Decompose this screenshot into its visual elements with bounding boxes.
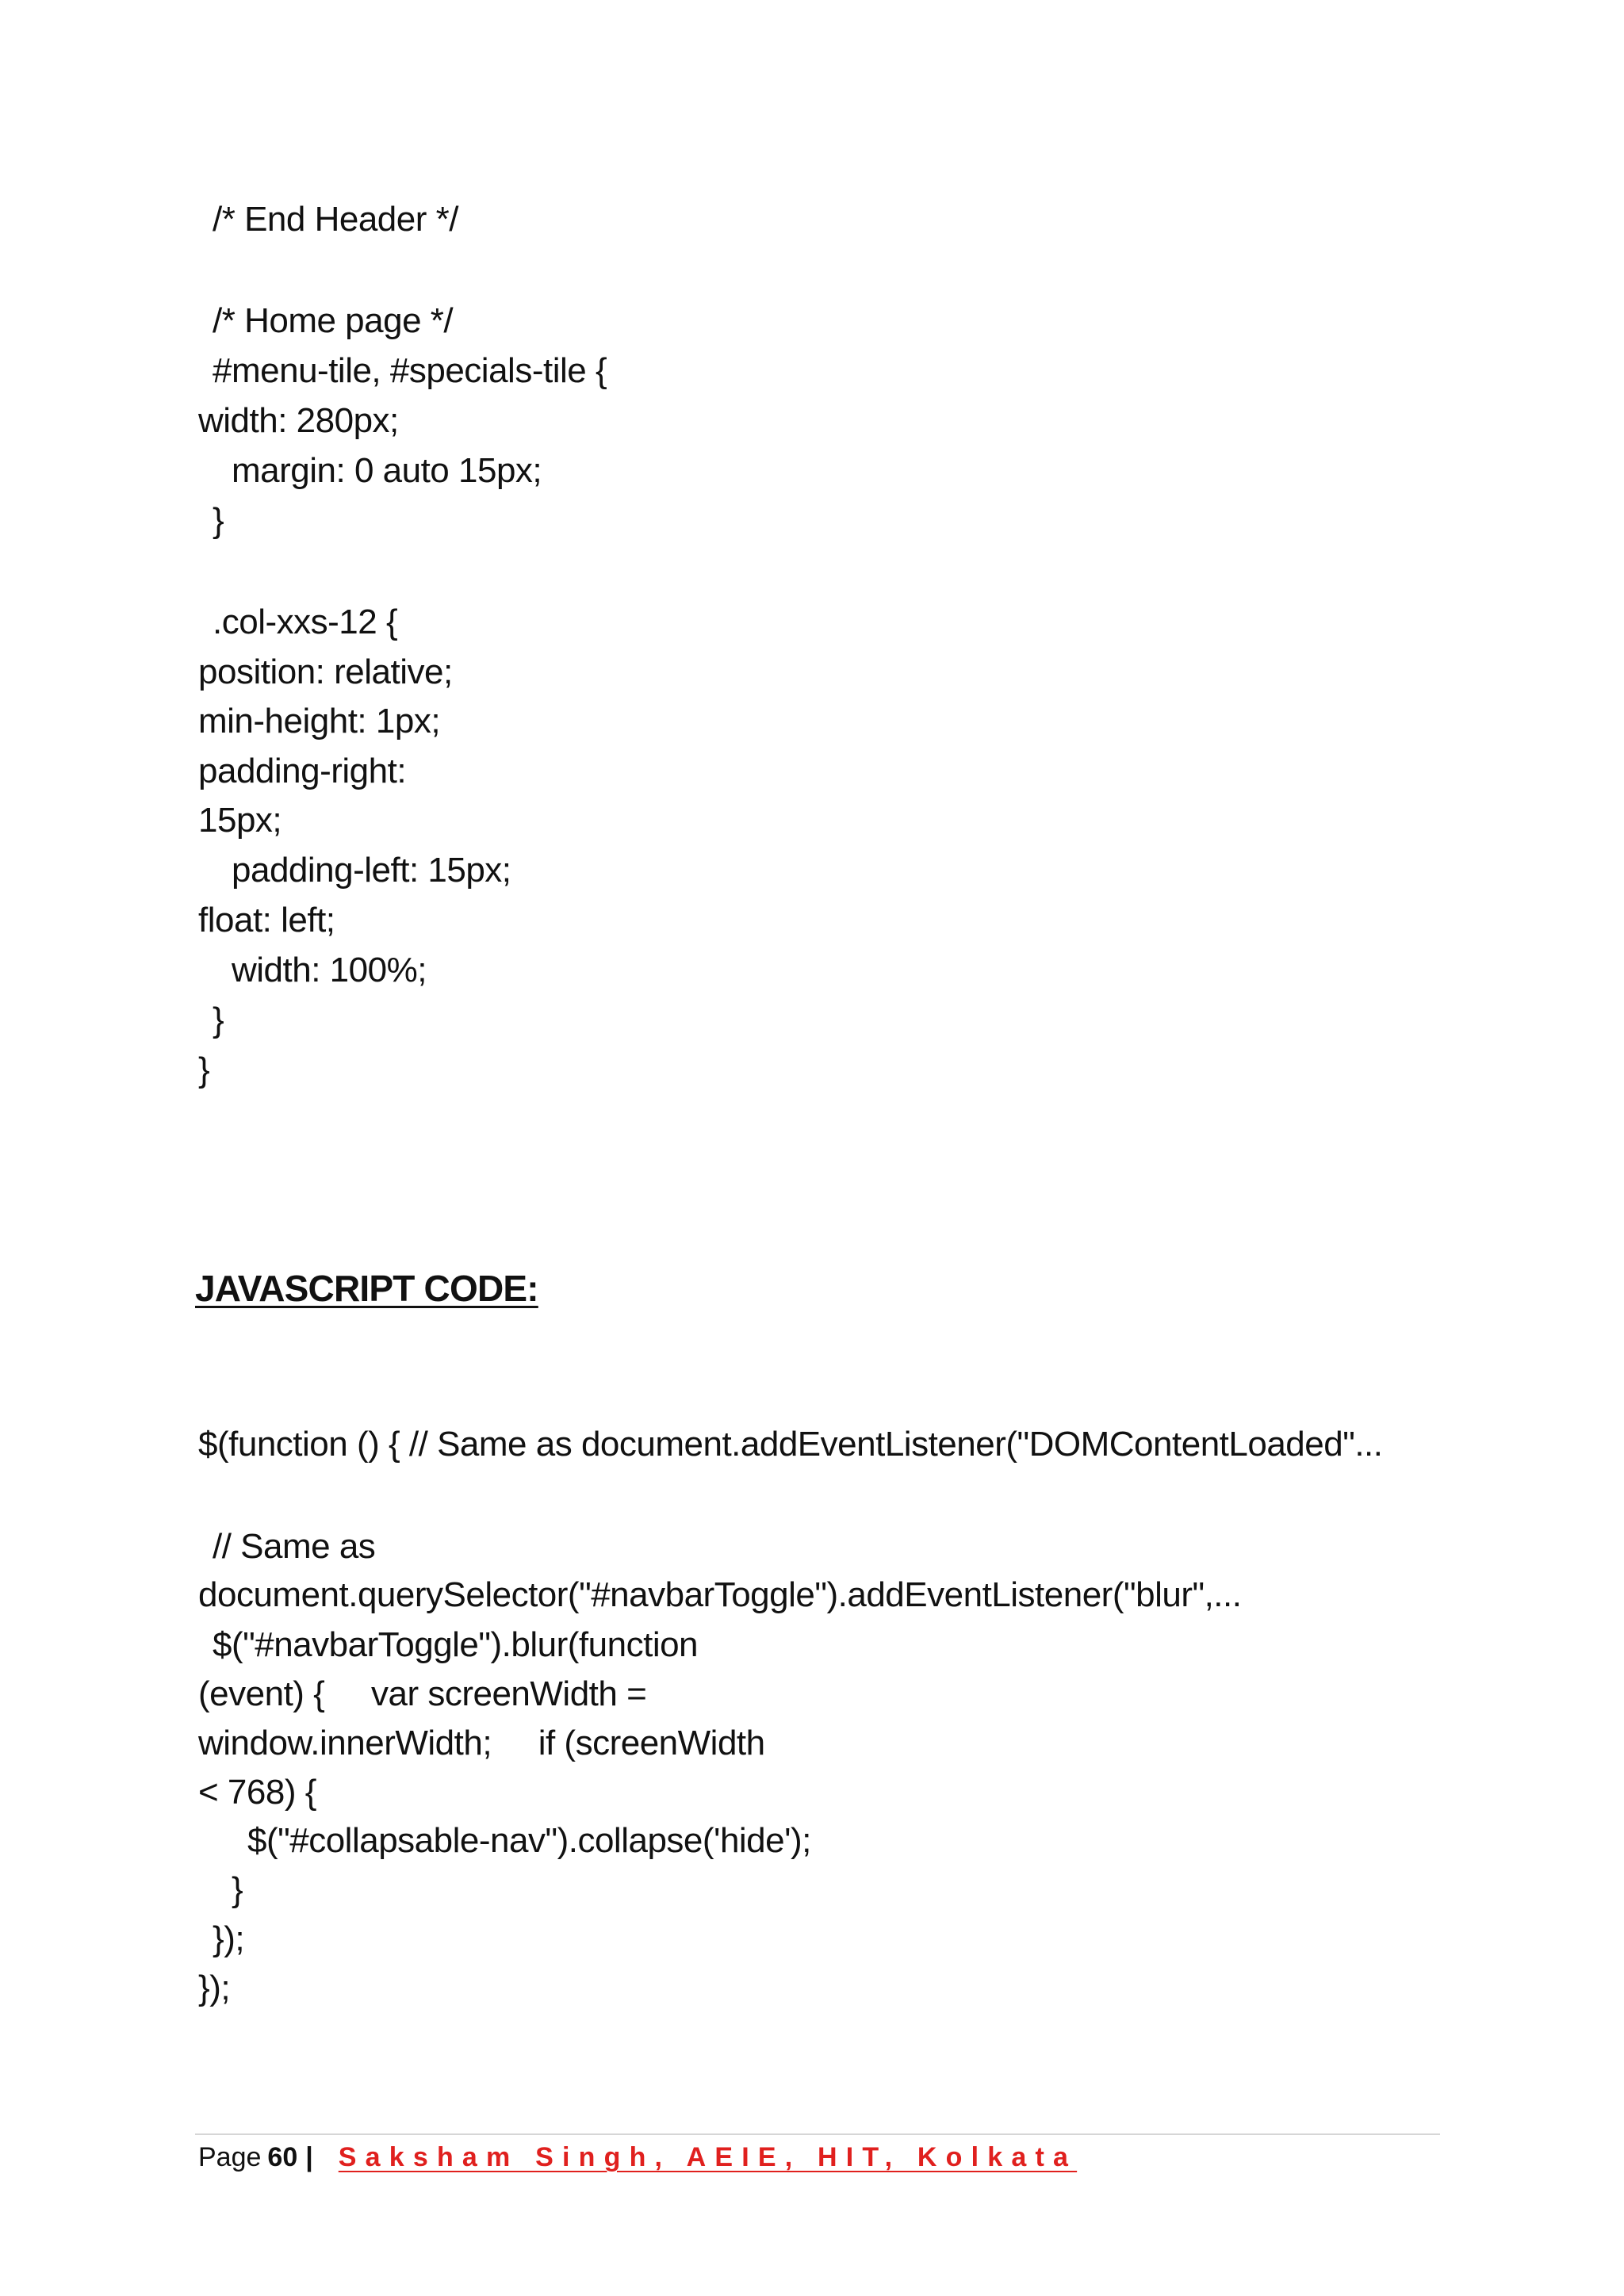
code-line: (event) { var screenWidth = (198, 1674, 647, 1713)
code-line: } (232, 1870, 243, 1909)
code-line: position: relative; (198, 652, 453, 691)
code-line: }); (213, 1919, 245, 1958)
code-line: /* End Header */ (213, 200, 458, 239)
code-line: padding-right: (198, 752, 407, 790)
page-label: Page (198, 2142, 262, 2172)
page-number: 60 (267, 2142, 298, 2172)
code-line: } (213, 501, 224, 540)
code-line: window.innerWidth; if (screenWidth (198, 1724, 765, 1762)
code-line: float: left; (198, 901, 335, 939)
code-line: #menu-tile, #specials-tile { (213, 351, 607, 390)
footer-divider (195, 2133, 1440, 2135)
code-line: // Same as (213, 1527, 376, 1566)
code-line: /* Home page */ (213, 301, 454, 340)
code-line: padding-left: 15px; (232, 851, 511, 890)
section-heading: JAVASCRIPT CODE: (195, 1268, 538, 1309)
code-line: width: 280px; (198, 401, 399, 440)
code-line: $("#navbarToggle").blur(function (213, 1625, 699, 1664)
page-footer (198, 2142, 1077, 2179)
code-line: < 768) { (198, 1773, 316, 1812)
code-line: } (213, 1001, 224, 1039)
code-line: 15px; (198, 801, 282, 840)
code-line: .col-xxs-12 { (213, 603, 398, 641)
code-line: } (198, 1050, 210, 1089)
footer-author: Saksham Singh, AEIE, HIT, Kolkata (338, 2142, 1078, 2172)
footer-separator: | (305, 2142, 313, 2172)
code-line: $(function () { // Same as document.addEventListener("DOMContentLoaded"... (198, 1425, 1383, 1464)
code-line: $("#collapsable-nav").collapse('hide'); (247, 1821, 811, 1860)
code-line: document.querySelector("#navbarToggle").addEventListener("blur",... (198, 1575, 1242, 1614)
code-line: margin: 0 auto 15px; (232, 451, 542, 490)
code-line: }); (198, 1969, 231, 2007)
code-line: width: 100%; (232, 951, 427, 989)
code-line: min-height: 1px; (198, 702, 441, 740)
